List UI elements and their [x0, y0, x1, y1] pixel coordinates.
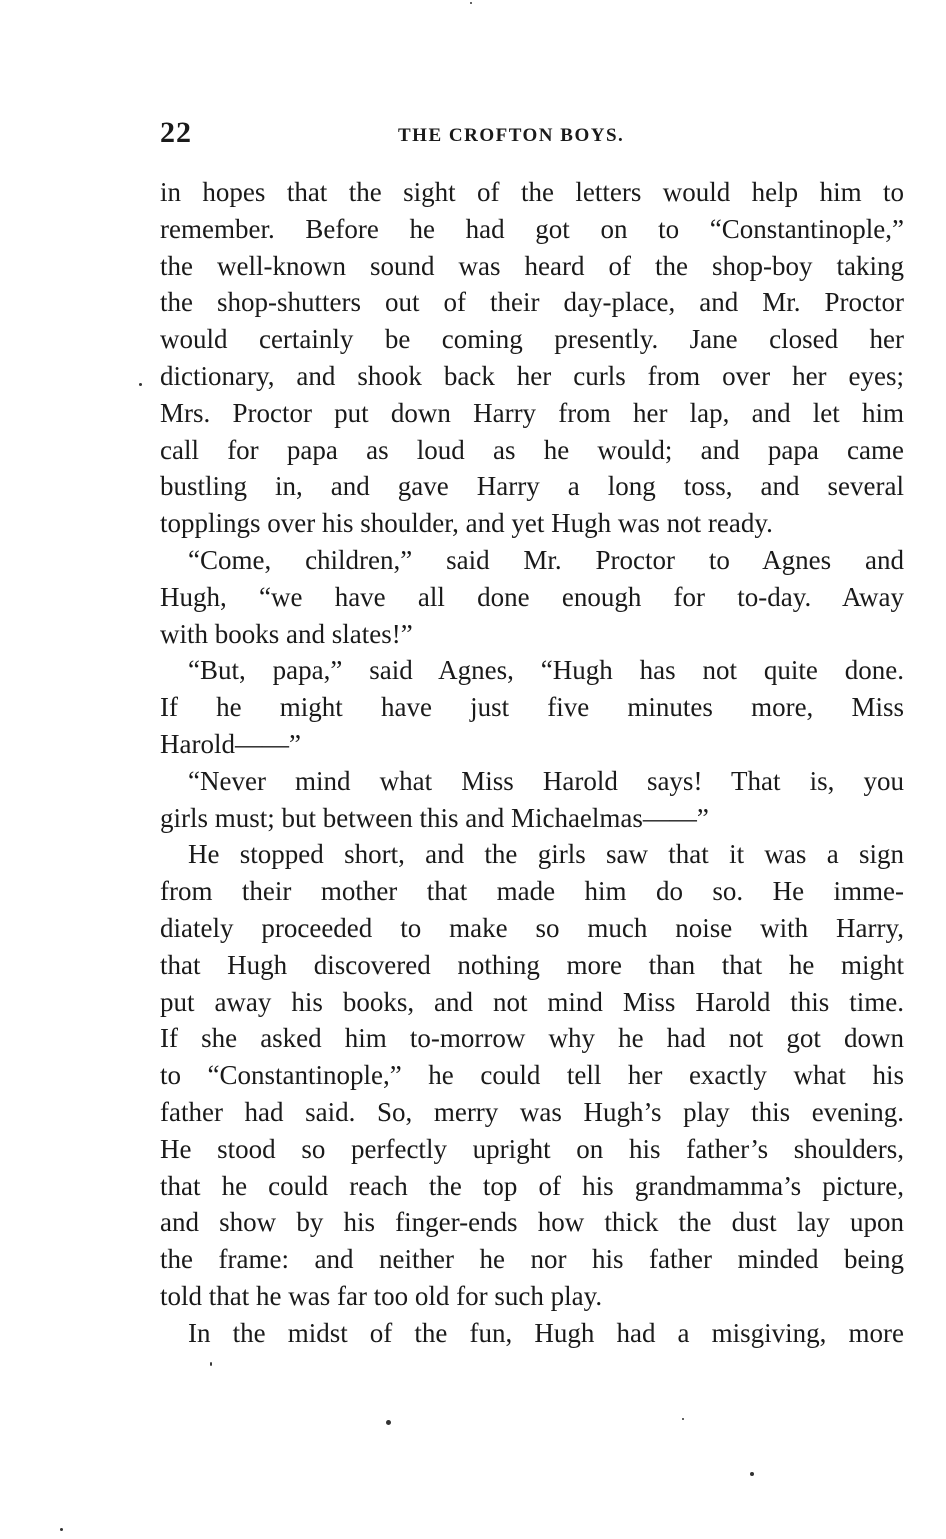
text-line: He stopped short, and the girls saw that it was a sign	[188, 839, 904, 870]
body-text	[160, 174, 904, 1352]
running-title: THE CROFTON BOYS.	[398, 125, 625, 146]
page-number: 22	[160, 116, 192, 149]
text-line: with books and slates!”	[160, 618, 413, 649]
text-line: would certainly be coming presently. Jane closed her	[160, 324, 904, 355]
text-line: dictionary, and shook back her curls from over her eyes;	[160, 360, 904, 391]
speck	[750, 1472, 754, 1476]
text-line: Mrs. Proctor put down Harry from her lap, and let him	[160, 397, 904, 428]
speck	[386, 1420, 391, 1425]
text-line: in hopes that the sight of the letters would help him to	[160, 177, 904, 207]
text-line: Hugh, “we have all done enough for to-day. Away	[160, 581, 904, 612]
text-line: girls must; but between this and Michaelmas——”	[160, 802, 709, 833]
text-line: “Come, children,” said Mr. Proctor to Agnes and	[188, 544, 904, 575]
text-line: Harold——”	[160, 728, 301, 759]
text-line: diately proceeded to make so much noise with Harry,	[160, 912, 904, 943]
text-line: that Hugh discovered nothing more than that he might	[160, 949, 904, 980]
text-line: remember. Before he had got on to “Constantinople,”	[160, 213, 904, 244]
text-line: In the midst of the fun, Hugh had a misgiving, more	[188, 1317, 904, 1348]
text-line: “But, papa,” said Agnes, “Hugh has not quite done.	[188, 655, 904, 686]
speck	[210, 1362, 212, 1366]
speck	[682, 1418, 684, 1420]
text-line: call for papa as loud as he would; and papa came	[160, 434, 904, 465]
text-line: “Never mind what Miss Harold says! That is, you	[188, 765, 904, 796]
text-line: that he could reach the top of his grandmamma’s picture,	[160, 1170, 904, 1201]
text-line: He stood so perfectly upright on his father’s shoulders,	[160, 1133, 904, 1164]
text-line: put away his books, and not mind Miss Harold this time.	[160, 986, 904, 1017]
text-line: told that he was far too old for such play.	[160, 1280, 603, 1311]
speck	[470, 2, 472, 4]
text-line: the shop-shutters out of their day-place, and Mr. Proctor	[160, 287, 904, 318]
text-line: bustling in, and gave Harry a long toss, and several	[160, 471, 904, 502]
speck	[139, 383, 142, 386]
text-line: the frame: and neither he nor his father minded being	[160, 1244, 904, 1275]
text-line: from their mother that made him do so. He imme-	[160, 876, 904, 907]
text-line: topplings over his shoulder, and yet Hugh was not ready.	[160, 508, 773, 539]
page-header	[160, 116, 904, 156]
text-line: the well-known sound was heard of the shop-boy taking	[160, 250, 904, 281]
text-line: father had said. So, merry was Hugh’s play this evening.	[160, 1096, 904, 1127]
text-line: If he might have just five minutes more, Miss	[160, 692, 904, 723]
text-line: to “Constantinople,” he could tell her exactly what his	[160, 1060, 904, 1091]
text-line: and show by his finger-ends how thick the dust lay upon	[160, 1207, 904, 1238]
text-line: If she asked him to-morrow why he had not got down	[160, 1023, 904, 1054]
speck	[60, 1528, 63, 1531]
